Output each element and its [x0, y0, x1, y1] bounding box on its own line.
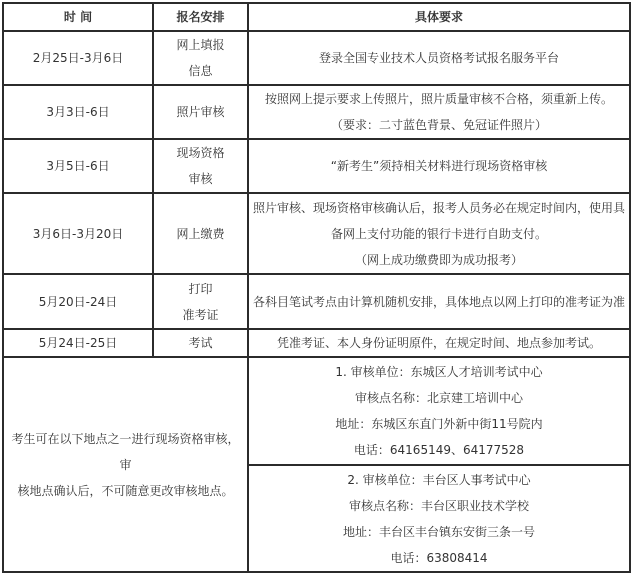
- cell-arrangement: 现场资格 审核: [153, 139, 248, 193]
- audit-unit: 1. 审核单位：东城区人才培训考试中心: [335, 365, 543, 379]
- header-arrangement: 报名安排: [153, 3, 248, 31]
- audit-unit: 2. 审核单位：丰台区人事考试中心: [347, 472, 531, 487]
- table-row: [3, 139, 630, 193]
- audit-site-name: 审核点名称：北京建工培训中心: [354, 391, 523, 405]
- exam-schedule-table: [2, 2, 631, 573]
- audit-location-row-1: [3, 357, 630, 465]
- cell-arrangement: 考试: [153, 329, 248, 357]
- cell-arrangement: 网上缴费: [153, 193, 248, 274]
- header-row: [3, 3, 630, 31]
- table-row: [3, 85, 630, 139]
- cell-requirement: 登录全国专业技术人员资格考试报名服务平台: [248, 31, 630, 85]
- cell-requirement: “新考生”须持相关材料进行现场资格审核: [248, 139, 630, 193]
- cell-arrangement: 照片审核: [153, 85, 248, 139]
- cell-time: 3月3日-6日: [3, 85, 153, 139]
- cell-time: 2月25日-3月6日: [3, 31, 153, 85]
- cell-arrangement: 网上填报 信息: [153, 31, 248, 85]
- table-row: [3, 274, 630, 329]
- table-row: [3, 193, 630, 274]
- cell-time: 5月20日-24日: [3, 274, 153, 329]
- cell-time: 5月24日-25日: [3, 329, 153, 357]
- cell-requirement: 各科目笔试考点由计算机随机安排，具体地点以网上打印的准考证为准: [248, 274, 630, 329]
- cell-requirement: 凭准考证、本人身份证明原件，在规定时间、地点参加考试。: [248, 329, 630, 357]
- table-row: [3, 31, 630, 85]
- audit-phone: 电话：63808414: [390, 550, 488, 565]
- cell-requirement: 按照网上提示要求上传照片，照片质量审核不合格，须重新上传。 （要求：二寸蓝色背景、免冠证件照片）: [248, 85, 630, 139]
- audit-note: 考生可在以下地点之一进行现场资格审核，审 核地点确认后，不可随意更改审核地点。: [3, 357, 248, 572]
- audit-location-1: [248, 357, 630, 465]
- table-row: [3, 329, 630, 357]
- cell-requirement: 照片审核、现场资格审核确认后，报考人员务必在规定时间内，使用具 备网上支付功能的银行卡进行自助支付。 （网上成功缴费即为成功报考）: [248, 193, 630, 274]
- cell-time: 3月5日-6日: [3, 139, 153, 193]
- header-time: 时 间: [3, 3, 153, 31]
- header-requirement: 具体要求: [248, 3, 630, 31]
- audit-address: 地址：东城区东直门外新中街11号院内: [335, 417, 543, 431]
- audit-location-2: [248, 465, 630, 572]
- audit-address: 地址：丰台区丰台镇东安街三条一号: [342, 524, 535, 539]
- cell-time: 3月6日-3月20日: [3, 193, 153, 274]
- audit-phone: 电话：64165149、64177528: [353, 443, 525, 457]
- audit-site-name: 审核点名称：丰台区职业技术学校: [348, 498, 529, 513]
- cell-arrangement: 打印 准考证: [153, 274, 248, 329]
